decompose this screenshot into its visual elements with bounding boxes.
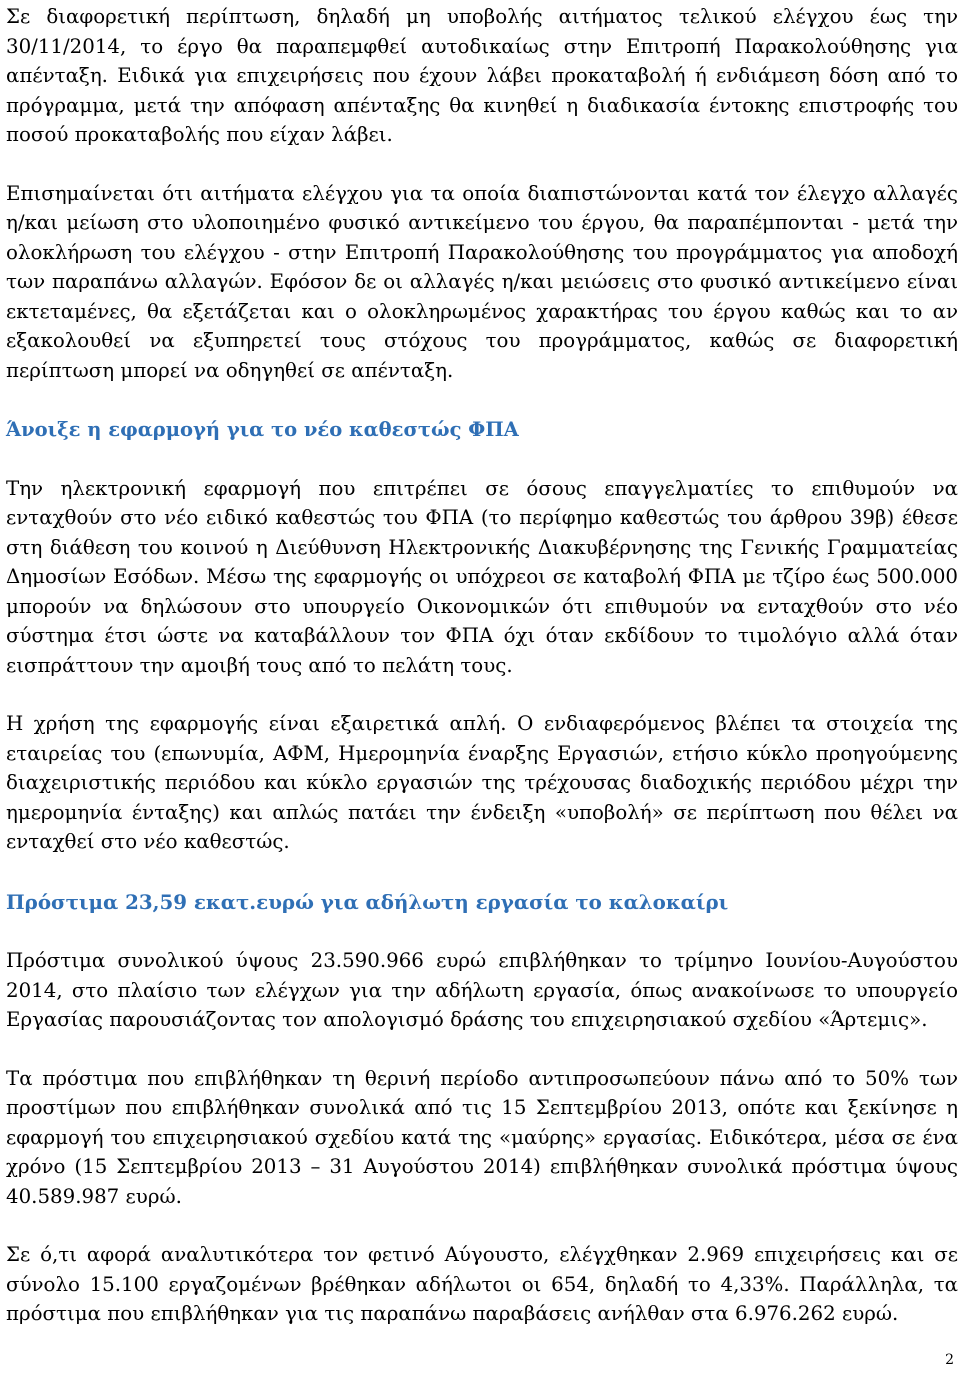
paragraph-fines-summer-share: Τα πρόστιμα που επιβλήθηκαν τη θερινή περίοδο αντιπροσωπεύουν πάνω από το 50% των προστίμων που επιβλήθηκαν συνολικά από τις 15 Σεπτεμβρίου 2013, οπότε και ξεκίνησε η εφαρμογή του επιχειρησιακού σχεδίου κατά της «μαύρης» εργασίας. Ειδικότερα, μέσα σε ένα χρόνο (15 Σεπτεμβρίου 2013 – 31 Αυγούστου 2014) επιβλήθηκαν συνολικά πρόστιμα ύψους 40.589.987 ευρώ.: [6, 1066, 958, 1208]
document-page: [6, 0, 958, 1329]
page-number: 2: [945, 1352, 954, 1368]
heading-vat-application: Άνοιξε η εφαρμογή για το νέο καθεστώς ΦΠΑ: [6, 418, 519, 441]
paragraph-check-requests-changes: Επισημαίνεται ότι αιτήματα ελέγχου για τα οποία διαπιστώνονται κατά τον έλεγχο αλλαγές η/και μείωση στο υλοποιημένο φυσικό αντικείμενο του έργου, θα παραπέμπονται - μετά την ολοκλήρωση του ελέγχου - στην Επιτροπή Παρακολούθησης του προγράμματος για αποδοχή των παραπάνω αλλαγών. Εφόσον δε οι αλλαγές η/και μειώσεις στο φυσικό αντικείμενο είναι εκτεταμένες, θα εξετάζεται και ο ολοκληρωμένος χαρακτήρας του έργου καθώς και το αν εξακολουθεί να εξυπηρετεί τους στόχους του προγράμματος, καθώς σε διαφορετική περίπτωση μπορεί να οδηγηθεί σε απένταξη.: [6, 181, 958, 382]
paragraph-fines-total: Πρόστιμα συνολικού ύψους 23.590.966 ευρώ επιβλήθηκαν το τρίμηνο Ιουνίου-Αυγούστου 2014, στο πλαίσιο των ελέγχων για την αδήλωτη εργασία, όπως ανακοίνωσε το υπουργείο Εργασίας παρουσιάζοντας τον απολογισμό δράσης του επιχειρησιακού σχεδίου «Άρτεμις».: [6, 949, 958, 1031]
heading-undeclared-work-fines: Πρόστιμα 23,59 εκατ.ευρώ για αδήλωτη εργασία το καλοκαίρι: [6, 889, 729, 914]
paragraph-vat-application-intro: Την ηλεκτρονική εφαρμογή που επιτρέπει σε όσους επαγγελματίες το επιθυμούν να ενταχθούν στο νέο ειδικό καθεστώς του ΦΠΑ (το περίφημο καθεστώς του άρθρου 39β) έθεσε στη διάθεση του κοινού η Διεύθυνση Ηλεκτρονικής Διακυβέρνησης της Γενικής Γραμματείας Δημοσίων Εσόδων. Μέσω της εφαρμογής οι υπόχρεοι σε καταβολή ΦΠΑ με τζίρο έως 500.000 μπορούν να δηλώσουν στο υπουργείο Οικονομικών ότι επιθυμούν να ενταχθούν στο νέο σύστημα έτσι ώστε να καταβάλλουν τον ΦΠΑ όχι όταν εκδίδουν το τιμολόγιο αλλά όταν εισπράττουν την αμοιβή τους από το πελάτη τους.: [6, 476, 958, 677]
paragraph-final-check-deadline: Σε διαφορετική περίπτωση, δηλαδή μη υποβολής αιτήματος τελικού ελέγχου έως την 30/11/2014, το έργο θα παραπεμφθεί αυτοδικαίως στην Επιτροπή Παρακολούθησης για απένταξη. Ειδικά για επιχειρήσεις που έχουν λάβει προκαταβολή ή ενδιάμεση δόση από το πρόγραμμα, μετά την απόφαση απένταξης θα κινηθεί η διαδικασία έντοκης επιστροφής του ποσού προκαταβολής που είχαν λάβει.: [6, 5, 958, 146]
paragraph-august-checks: Σε ό,τι αφορά αναλυτικότερα τον φετινό Αύγουστο, ελέγχθηκαν 2.969 επιχειρήσεις και σε σύνολο 15.100 εργαζομένων βρέθηκαν αδήλωτοι οι 654, δηλαδή το 4,33%. Παράλληλα, τα πρόστιμα που επιβλήθηκαν για τις παραπάνω παραβάσεις ανήλθαν στα 6.976.262 ευρώ.: [6, 1243, 958, 1325]
paragraph-vat-application-usage: Η χρήση της εφαρμογής είναι εξαιρετικά απλή. Ο ενδιαφερόμενος βλέπει τα στοιχεία της εταιρείας του (επωνυμία, ΑΦΜ, Ημερομηνία έναρξης Εργασιών, ετήσιο κύκλο προηγούμενης διαχειριστικής περιόδου και κύκλο εργασιών της τρέχουσας διαδοχικής περιόδου μέχρι την ημερομηνία ένταξης) και απλώς πατάει την ένδειξη «υποβολή» σε περίπτωση που θέλει να ενταχθεί στο νέο καθεστώς.: [6, 712, 958, 853]
